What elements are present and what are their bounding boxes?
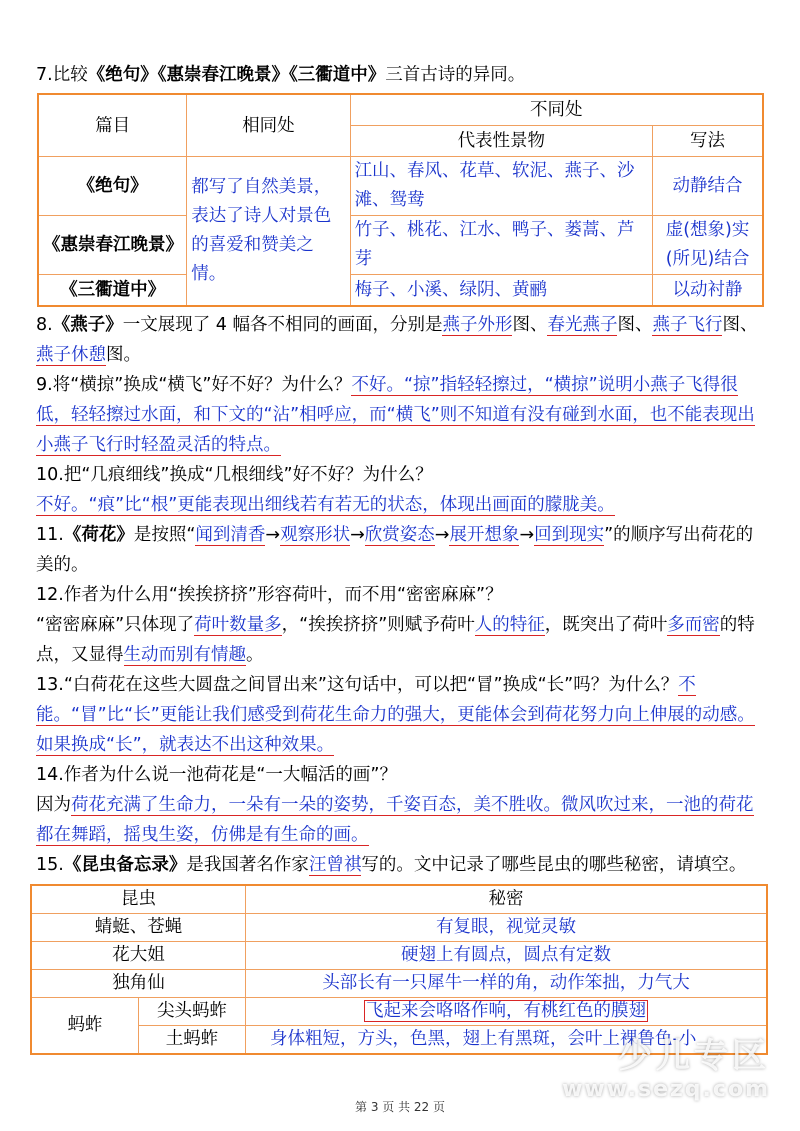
row-method: 以动衬静	[653, 275, 763, 307]
q12-fill: 多而密	[667, 615, 720, 635]
watermark-text: 少儿专区	[618, 1036, 770, 1076]
arrow-icon: →	[350, 525, 365, 545]
watermark-logo	[562, 1028, 770, 1102]
row-title: 《惠崇春江晚景》	[38, 216, 187, 275]
arrow-icon: →	[265, 525, 281, 545]
q8-title: 《燕子》	[52, 315, 123, 335]
q12-answer	[36, 610, 764, 670]
q8-answer: 燕子外形	[442, 315, 513, 335]
header-method: 写法	[653, 126, 763, 157]
q15-author: 汪曾祺	[308, 855, 362, 875]
q15	[36, 850, 764, 880]
q10-question: 10.把“几痕细线”换成“几根细线”好不好？为什么？	[36, 465, 433, 485]
row-title: 《绝句》	[38, 157, 187, 216]
row-scene: 江山、春风、花草、软泥、燕子、沙滩、鸳鸯	[350, 157, 653, 216]
row-method: 虚(想象)实(所见)结合	[653, 216, 763, 275]
poem-comparison-table	[37, 93, 764, 307]
q7-prefix: 7.比较	[36, 65, 88, 85]
insect-group: 蚂蚱	[31, 998, 139, 1055]
row-method: 动静结合	[653, 157, 763, 216]
q9-question: 9.将“横掠”换成“横飞”好不好？为什么？	[36, 375, 352, 395]
q14-answer: 荷花充满了生命力，一朵有一朵的姿势，千姿百态，美不胜收。微风吹过来，一池的荷花都在舞蹈，摇曳生姿，仿佛是有生命的画。	[36, 795, 754, 845]
watermark-url: www.sezq.com	[562, 1077, 770, 1102]
insect-secret: 头部长有一只犀牛一样的角，动作笨拙，力气大	[246, 970, 768, 998]
q14-question: 14.作者为什么说一池荷花是“一大幅活的画”？	[36, 765, 397, 785]
q10-answer: 不好。“痕”比“根”更能表现出细线若有若无的状态，体现出画面的朦胧美。	[36, 495, 615, 515]
q12-text: 的特点，又显得	[36, 615, 755, 665]
q11-title: 《荷花》	[63, 525, 134, 545]
q12-text: 。	[246, 645, 264, 665]
q11-step: 观察形状	[280, 525, 351, 545]
q8-sep: 图、	[512, 315, 548, 335]
header-same: 相同处	[187, 94, 350, 157]
q8	[36, 310, 764, 370]
header-title: 篇目	[38, 94, 187, 157]
q11	[36, 520, 764, 580]
q12-fill: 人的特征	[474, 615, 545, 635]
q13-answer: 不能。“冒”比“长”更能让我们感受到荷花生命力的强大，更能体会到荷花努力向上伸展的动感。如果换成“长”，就表达不出这种效果。	[36, 675, 755, 755]
page-footer: 第 3 页 共 22 页	[355, 1100, 445, 1114]
boxed-answer: 飞起来会咯咯作响，有桃红色的膜翅	[366, 1001, 646, 1021]
q12-text: “密密麻麻”只体现了	[36, 615, 195, 635]
worksheet	[36, 58, 764, 1059]
q8-sep: 图、	[617, 315, 653, 335]
q8-answer: 春光燕子	[547, 315, 618, 335]
q11-step: 欣赏姿态	[364, 525, 435, 545]
q8-prefix: 8.	[36, 315, 53, 335]
q7-heading	[36, 60, 764, 90]
insect-name: 土蚂蚱	[139, 1026, 246, 1055]
header-secret: 秘密	[246, 885, 768, 914]
q14-answer-line	[36, 790, 764, 850]
arrow-icon: →	[519, 525, 535, 545]
q9-answer: 不好。“掠”指轻轻擦过，“横掠”说明小燕子飞得很低，轻轻擦过水面，和下文的“沾”相呼应，而“横飞”则不知道有没有碰到水面，也不能表现出小燕子飞行时轻盈灵活的特点。	[36, 375, 755, 455]
insect-secret: 身体粗短，方头，色黑，翅上有黑斑，会叶上裸鲁色-小	[246, 1026, 768, 1055]
q13-question: 13.“白荷花在这些大圆盘之间冒出来”这句话中，可以把“冒”换成“长”吗？为什么？	[36, 675, 679, 695]
header-insect: 昆虫	[31, 885, 246, 914]
q12-text: ，既突出了荷叶	[544, 615, 668, 635]
q15-text-end: 写的。文中记录了哪些昆虫的哪些秘密，请填空。	[361, 855, 747, 875]
row-title: 《三衢道中》	[38, 275, 187, 307]
insect-name: 独角仙	[31, 970, 246, 998]
row-scene: 梅子、小溪、绿阴、黄鹂	[350, 275, 653, 307]
q12-fill: 荷叶数量多	[194, 615, 282, 635]
q11-step: 闻到清香	[195, 525, 266, 545]
q14-lead: 因为	[36, 795, 71, 815]
q15-title: 《昆虫备忘录》	[63, 855, 187, 875]
row-scene: 竹子、桃花、江水、鸭子、蒌蒿、芦芽	[350, 216, 653, 275]
q11-text: 是按照“	[133, 525, 196, 545]
q15-text: 是我国著名作家	[186, 855, 309, 875]
q8-answer: 燕子休憩	[36, 345, 106, 365]
q11-step: 回到现实	[534, 525, 605, 545]
insect-secret	[246, 998, 768, 1026]
same-cell: 都写了自然美景，表达了诗人对景色的喜爱和赞美之情。	[187, 157, 350, 307]
insect-secret: 硬翅上有圆点，圆点有定数	[246, 942, 768, 970]
q12-question: 12.作者为什么用“挨挨挤挤”形容荷叶，而不用“密密麻麻”？	[36, 585, 503, 605]
q10-answer-line	[36, 490, 764, 520]
q12-fill: 生动而别有情趣	[123, 645, 246, 665]
q8-sep: 图、	[722, 315, 758, 335]
q15-prefix: 15.	[36, 855, 64, 875]
q8-answer: 燕子飞行	[652, 315, 723, 335]
arrow-icon: →	[434, 525, 450, 545]
header-diff: 不同处	[350, 94, 763, 126]
insect-name: 花大姐	[31, 942, 246, 970]
q11-step: 展开想象	[449, 525, 520, 545]
q8-sep: 图。	[106, 345, 141, 365]
q13	[36, 670, 764, 760]
q9	[36, 370, 764, 460]
q7-suffix: 三首古诗的异同。	[385, 65, 526, 85]
header-scene: 代表性景物	[350, 126, 653, 157]
q11-text-end: ”的顺序写出荷花的美的。	[36, 525, 754, 575]
insect-secret: 有复眼，视觉灵敏	[246, 914, 768, 942]
insect-name: 尖头蚂蚱	[139, 998, 246, 1026]
insect-name: 蜻蜓、苍蝇	[31, 914, 246, 942]
q8-text: 一文展现了 4 幅各不相同的画面，分别是	[122, 315, 443, 335]
q7-titles: 《绝句》《惠崇春江晚景》《三衢道中》	[87, 65, 386, 85]
q12-text: ，“挨挨挤挤”则赋予荷叶	[281, 615, 475, 635]
q11-prefix: 11.	[36, 525, 64, 545]
